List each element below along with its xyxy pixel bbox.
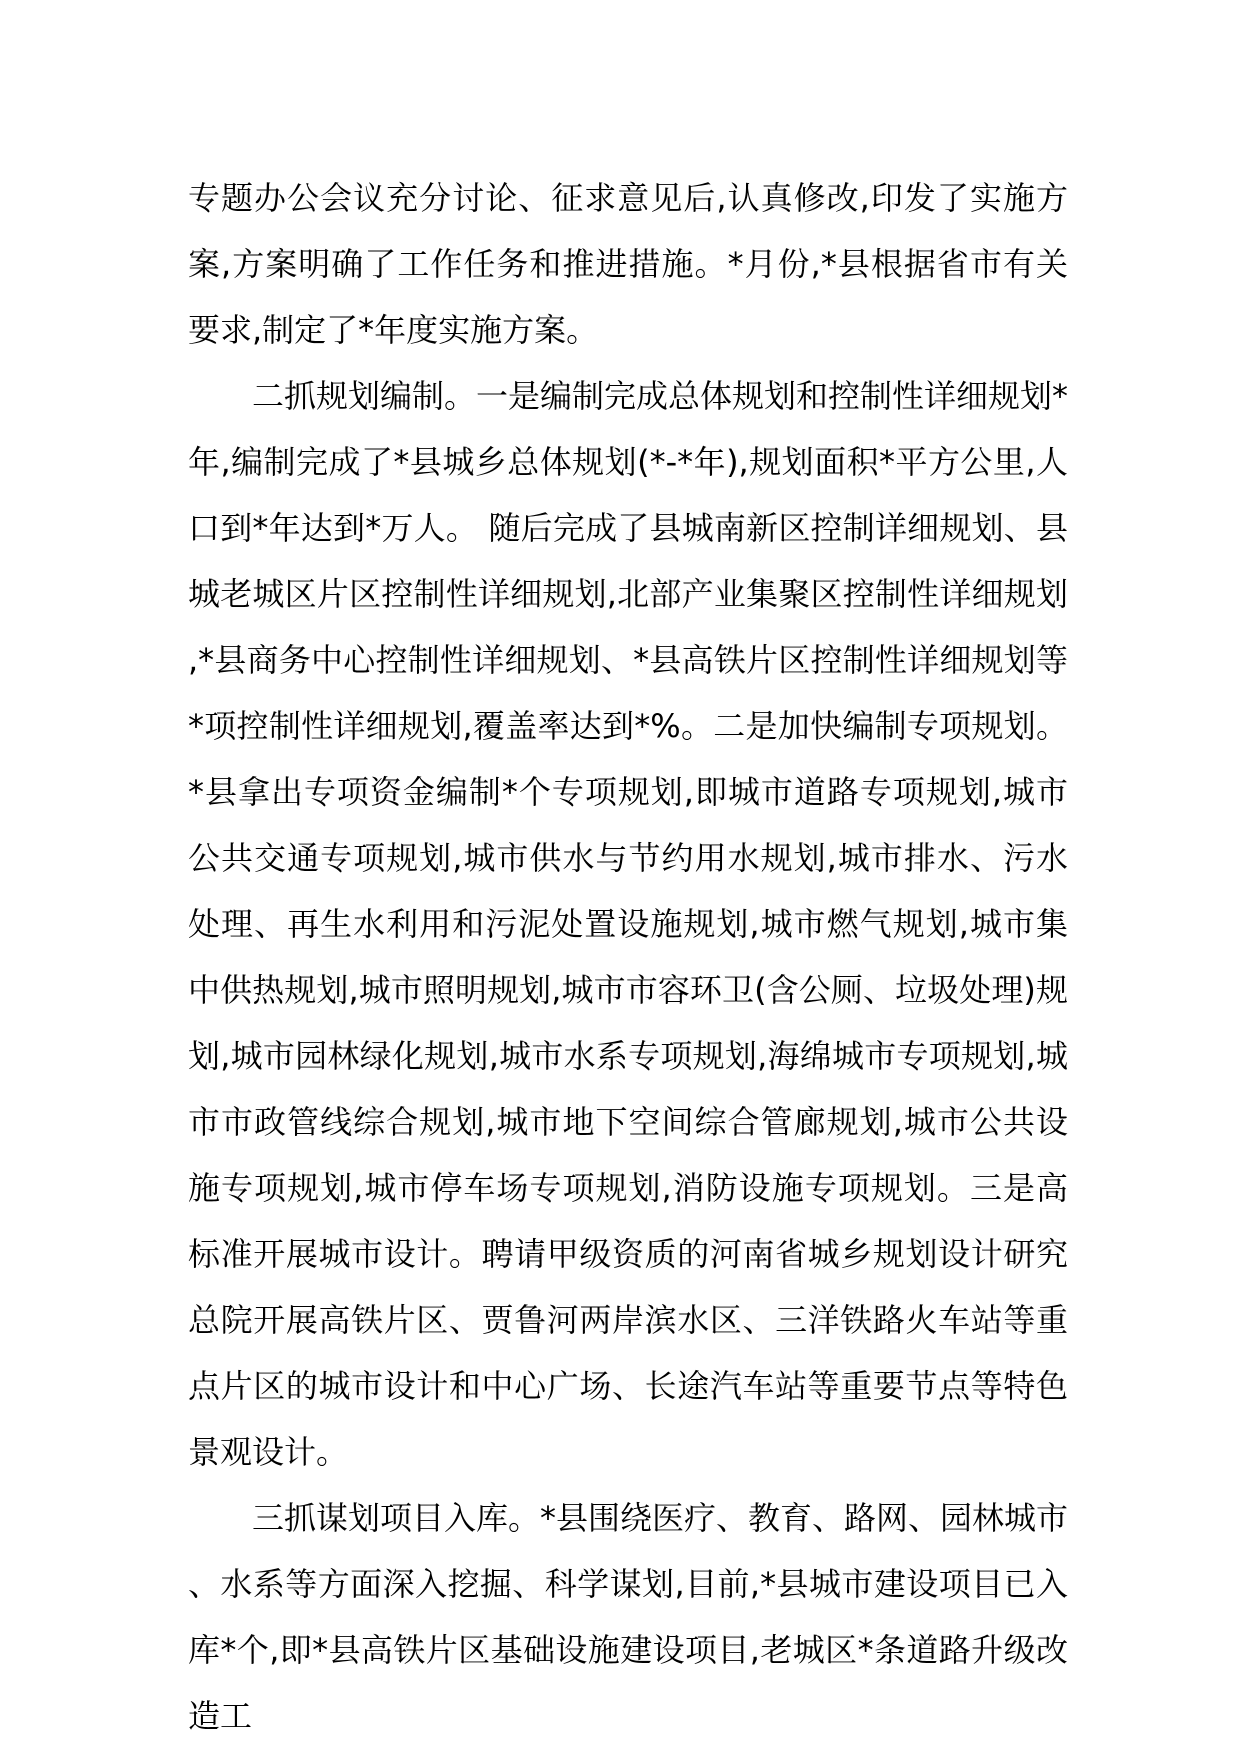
paragraph-projects: 三抓谋划项目入库。*县围绕医疗、教育、路网、园林城市、水系等方面深入挖掘、科学谋划,目前,*县城市建设项目已入库*个,即*县高铁片区基础设施建设项目,老城区*条道路升级改造工 xyxy=(188,1499,1069,1735)
paragraph-planning: 二抓规划编制。一是编制完成总体规划和控制性详细规划*年,编制完成了*县城乡总体规划(*-*年),规划面积*平方公里,人口到*年达到*万人。 随后完成了县城南新区控制详细规划、县城老城区片区控制性详细规划,北部产业集聚区控制性详细规划,*县商务中心控制性详细规划、*县高铁片区控制性详细规划等*项控制性详细规划,覆盖率达到*%。二是加快编制专项规划。*县拿出专项资金编制*个专项规划,即城市道路专项规划,城市公共交通专项规划,城市供水与节约用水规划,城市排水、污水处理、再生水利用和污泥处置设施规划,城市燃气规划,城市集中供热规划,城市照明规划,城市市容环卫(含公厕、垃圾处理)规划,城市园林绿化规划,城市水系专项规划,海绵城市专项规划,城市市政管线综合规划,城市地下空间综合管廊规划,城市公共设施专项规划,城市停车场专项规划,消防设施专项规划。三是高标准开展城市设计。聘请甲级资质的河南省城乡规划设计研究总院开展高铁片区、贾鲁河两岸滨水区、三洋铁路火车站等重点片区的城市设计和中心广场、长途汽车站等重要节点等特色景观设计。 xyxy=(188,377,1069,1471)
paragraph-continuation: 专题办公会议充分讨论、征求意见后,认真修改,印发了实施方案,方案明确了工作任务和推进措施。*月份,*县根据省市有关要求,制定了*年度实施方案。 xyxy=(188,179,1068,349)
document-body xyxy=(188,165,1068,1749)
